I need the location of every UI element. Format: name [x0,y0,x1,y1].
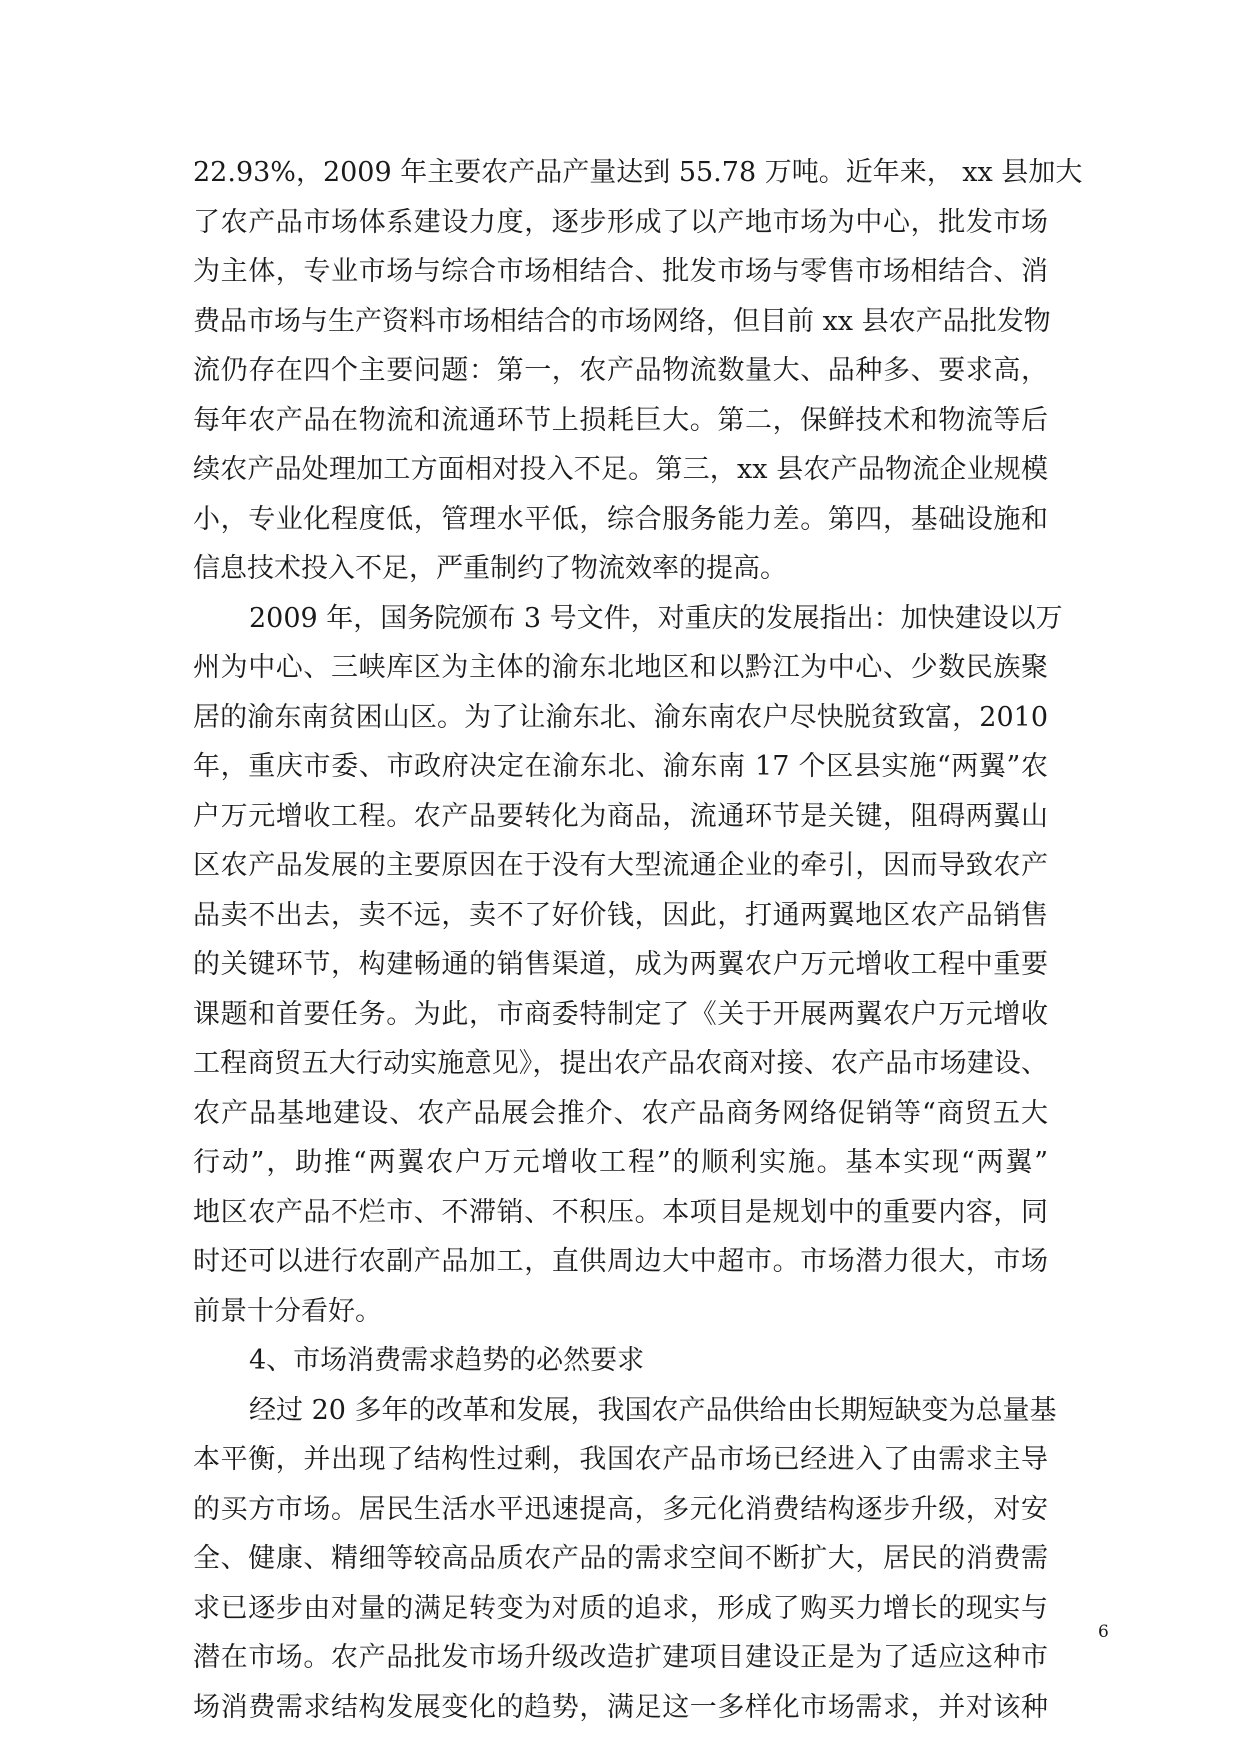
paragraph-2-line: 2009 年，国务院颁布 3 号文件，对重庆的发展指出：加快建设以万 [249,602,1063,634]
page-body [193,148,1083,1732]
paragraph-1-line: 为主体，专业市场与综合市场相结合、批发市场与零售市场相结合、消 [193,256,1048,287]
paragraph-2-line: 州为中心、三峡库区为主体的渝东北地区和以黔江为中心、少数民族聚 [193,652,1048,683]
paragraph-2-line: 工程商贸五大行动实施意见》，提出农产品农商对接、农产品市场建设、 [193,1048,1048,1079]
paragraph-2-line: 居的渝东南贫困山区。为了让渝东北、渝东南农户尽快脱贫致富，2010 [193,701,1048,733]
page-number: 6 [1098,1622,1109,1642]
paragraph-2-line: 户万元增收工程。农产品要转化为商品，流通环节是关键，阻碍两翼山 [193,800,1048,832]
paragraph-3-line: 经过 20 多年的改革和发展，我国农产品供给由长期短缺变为总量基 [249,1394,1057,1426]
paragraph-1-line: 信息技术投入不足，严重制约了物流效率的提高。 [193,553,787,584]
paragraph-2-line: 前景十分看好。 [193,1295,382,1327]
paragraph-1-line: 续农产品处理加工方面相对投入不足。第三，xx 县农产品物流企业规模 [193,454,1048,485]
paragraph-2-line: 地区农产品不烂市、不滞销、不积压。本项目是规划中的重要内容，同 [193,1196,1048,1228]
section-heading: 4、市场消费需求趋势的必然要求 [249,1345,645,1376]
paragraph-3-line: 本平衡，并出现了结构性过剩，我国农产品市场已经进入了由需求主导 [193,1444,1048,1475]
paragraph-3-line: 的买方市场。居民生活水平迅速提高，多元化消费结构逐步升级，对安 [193,1493,1048,1525]
paragraph-1-line: 每年农产品在物流和流通环节上损耗巨大。第二，保鲜技术和物流等后 [193,404,1048,436]
paragraph-2-line: 行动”，助推“两翼农户万元增收工程”的顺利实施。基本实现“两翼” [193,1147,1048,1178]
paragraph-3-line: 求已逐步由对量的满足转变为对质的追求，形成了购买力增长的现实与 [193,1592,1048,1624]
paragraph-3-line: 全、健康、精细等较高品质农产品的需求空间不断扩大，居民的消费需 [193,1543,1048,1574]
paragraph-2-line: 年，重庆市委、市政府决定在渝东北、渝东南 17 个区县实施“两翼”农 [193,751,1048,782]
paragraph-2-line: 区农产品发展的主要原因在于没有大型流通企业的牵引，因而导致农产 [193,850,1048,881]
paragraph-2-line: 时还可以进行农副产品加工，直供周边大中超市。市场潜力很大，市场 [193,1246,1048,1277]
paragraph-1-line: 流仍存在四个主要问题：第一，农产品物流数量大、品种多、要求高， [193,355,1048,386]
paragraph-2-line: 课题和首要任务。为此，市商委特制定了《关于开展两翼农户万元增收 [193,998,1048,1030]
paragraph-1-line: 了农产品市场体系建设力度，逐步形成了以产地市场为中心，批发市场 [193,206,1048,238]
paragraph-2-line: 的关键环节，构建畅通的销售渠道，成为两翼农户万元增收工程中重要 [193,949,1048,980]
paragraph-1-line: 小，专业化程度低，管理水平低，综合服务能力差。第四，基础设施和 [193,503,1048,535]
paragraph-3-line: 场消费需求结构发展变化的趋势，满足这一多样化市场需求，并对该种 [193,1691,1048,1723]
paragraph-1-line: 22.93%，2009 年主要农产品产量达到 55.78 万吨。近年来， xx 县加大 [193,157,1083,188]
paragraph-2-line: 品卖不出去，卖不远，卖不了好价钱，因此，打通两翼地区农产品销售 [193,899,1048,931]
paragraph-2-line: 农产品基地建设、农产品展会推介、农产品商务网络促销等“商贸五大 [193,1097,1048,1129]
paragraph-1-line: 费品市场与生产资料市场相结合的市场网络，但目前 xx 县农产品批发物 [193,305,1051,337]
paragraph-3-line: 潜在市场。农产品批发市场升级改造扩建项目建设正是为了适应这种市 [193,1642,1048,1673]
